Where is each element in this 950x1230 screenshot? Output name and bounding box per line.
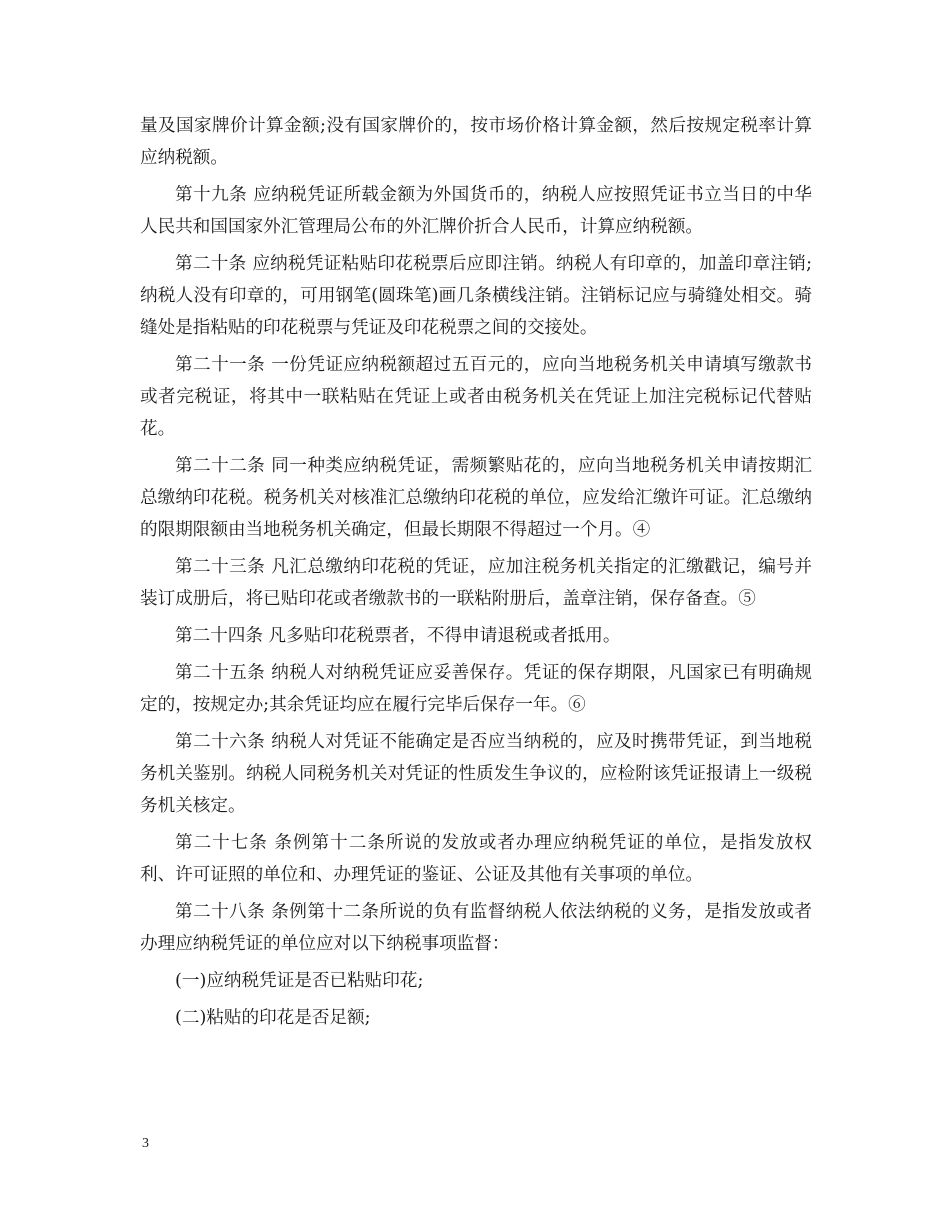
page-number: 3 — [142, 1136, 149, 1151]
paragraph-article-25: 第二十五条 纳税人对纳税凭证应妥善保存。凭证的保存期限，凡国家已有明确规定的，按规定办;其余凭证均应在履行完毕后保存一年。⑥ — [140, 663, 812, 715]
paragraph-article-27: 第二十七条 条例第十二条所说的发放或者办理应纳税凭证的单位，是指发放权利、许可证照的单位和、办理凭证的鉴证、公证及其他有关事项的单位。 — [140, 833, 812, 885]
list-item-2: (二)粘贴的印花是否足额; — [175, 1008, 371, 1028]
list-item-1: (一)应纳税凭证是否已粘贴印花; — [175, 971, 424, 991]
paragraph-article-26: 第二十六条 纳税人对凭证不能确定是否应当纳税的，应及时携带凭证，到当地税务机关鉴别。纳税人同税务机关对凭证的性质发生争议的，应检附该凭证报请上一级税务机关核定。 — [140, 732, 812, 816]
paragraph-article-20: 第二十条 应纳税凭证粘贴印花税票后应即注销。纳税人有印章的，加盖印章注销;纳税人没有印章的，可用钢笔(圆珠笔)画几条横线注销。注销标记应与骑缝处相交。骑缝处是指粘贴的印花税票与凭证及印花税票之间的交接处。 — [140, 254, 812, 338]
paragraph-article-21: 第二十一条 一份凭证应纳税额超过五百元的，应向当地税务机关申请填写缴款书或者完税证，将其中一联粘贴在凭证上或者由税务机关在凭证上加注完税标记代替贴花。 — [140, 355, 812, 439]
paragraph-article-28: 第二十八条 条例第十二条所说的负有监督纳税人依法纳税的义务，是指发放或者办理应纳税凭证的单位应对以下纳税事项监督： — [140, 902, 812, 954]
paragraph: 量及国家牌价计算金额;没有国家牌价的，按市场价格计算金额，然后按规定税率计算应纳税额。 — [140, 116, 812, 168]
paragraph-article-22: 第二十二条 同一种类应纳税凭证，需频繁贴花的，应向当地税务机关申请按期汇总缴纳印花税。税务机关对核准汇总缴纳印花税的单位，应发给汇缴许可证。汇总缴纳的限期限额由当地税务机关确定，但最长期限不得超过一个月。④ — [140, 456, 812, 540]
paragraph-article-19: 第十九条 应纳税凭证所载金额为外国货币的，纳税人应按照凭证书立当日的中华人民共和国国家外汇管理局公布的外汇牌价折合人民币，计算应纳税额。 — [140, 185, 812, 237]
paragraph-article-23: 第二十三条 凡汇总缴纳印花税的凭证，应加注税务机关指定的汇缴戳记，编号并装订成册后，将已贴印花或者缴款书的一联粘附册后，盖章注销，保存备查。⑤ — [140, 557, 812, 609]
document-body — [140, 110, 812, 1039]
paragraph-article-24: 第二十四条 凡多贴印花税票者，不得申请退税或者抵用。 — [175, 626, 621, 646]
